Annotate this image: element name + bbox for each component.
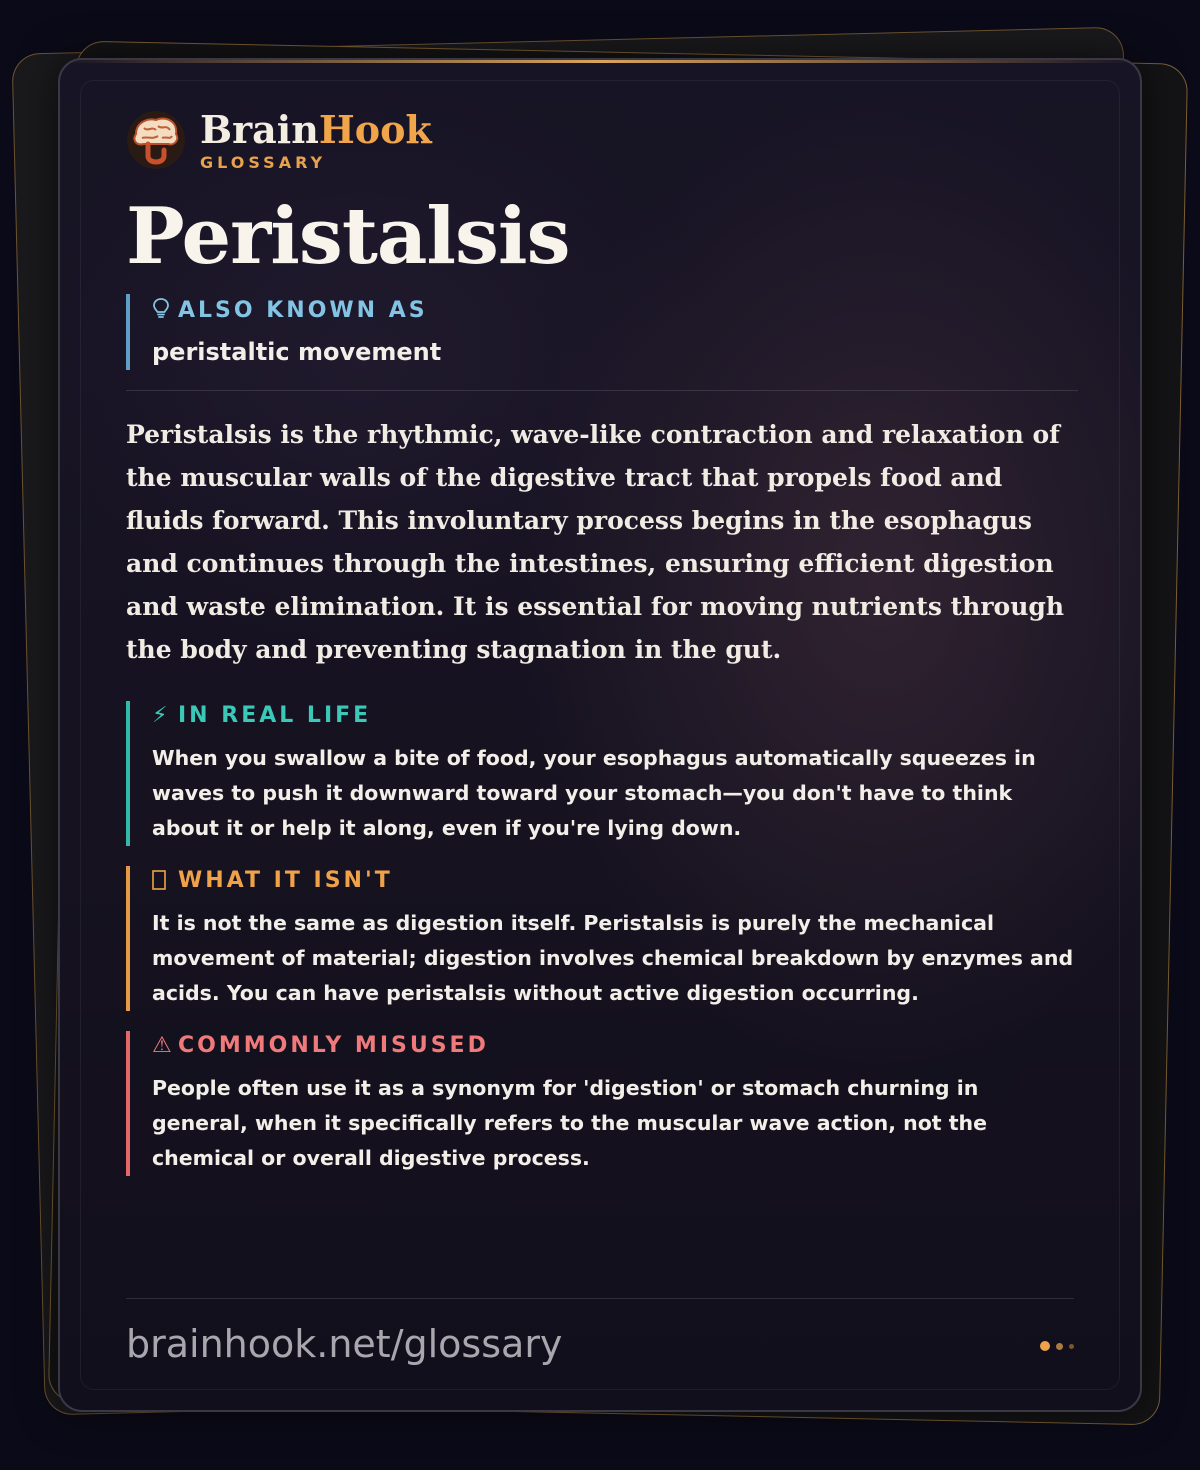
commonly-misused-section <box>126 1031 1078 1176</box>
what-it-isnt-label: WHAT IT ISN'T <box>178 868 393 893</box>
brand-name <box>200 106 432 152</box>
dot <box>1069 1344 1074 1349</box>
commonly-misused-text: People often use it as a synonym for 'digestion' or stomach churning in general, when it specifically refers to the muscular wave action, not the chemical or overall digestive process. <box>152 1076 988 1170</box>
in-real-life-label: IN REAL LIFE <box>178 703 372 728</box>
brand-header <box>126 104 1078 176</box>
also-known-as-label: ALSO KNOWN AS <box>178 298 428 323</box>
lightning-icon: ⚡ <box>152 703 168 728</box>
card-content <box>126 104 1078 1176</box>
brand-subtitle: GLOSSARY <box>200 152 327 172</box>
lightbulb-icon <box>152 296 178 326</box>
in-real-life-section <box>126 701 1078 846</box>
what-it-isnt-section <box>126 866 1078 1011</box>
footer-url[interactable]: brainhook.net/glossary <box>126 1322 563 1366</box>
term-title: Peristalsis <box>126 191 570 282</box>
also-known-as-heading <box>152 294 1078 326</box>
in-real-life-text: When you swallow a bite of food, your esophagus automatically squeezes in waves to push it downward toward your stomach—you don't have to think about it or help it along, even if you're lying down. <box>152 746 1036 840</box>
commonly-misused-label: COMMONLY MISUSED <box>178 1033 489 1058</box>
also-known-as-block <box>126 294 1078 370</box>
brain-hook-icon <box>126 110 186 170</box>
dot-active <box>1040 1341 1050 1351</box>
brand-name-part2: Hook <box>318 106 432 152</box>
what-it-isnt-heading <box>152 866 1078 896</box>
in-real-life-heading <box>152 701 1078 731</box>
what-it-isnt-text: It is not the same as digestion itself. Peristalsis is purely the mechanical movement of material; digestion involves chemical breakdown by enzymes and acids. You can have peristalsis without active digestion occurring. <box>152 911 1074 1005</box>
missing-glyph-icon <box>152 866 178 896</box>
pagination-dots <box>1034 1341 1074 1351</box>
card-footer <box>126 1298 1074 1389</box>
divider <box>126 390 1078 391</box>
definition-text: Peristalsis is the rhythmic, wave-like contraction and relaxation of the muscular walls of the digestive tract that propels food and fluids forward. This involuntary process begins in the esophagus and continues through the intestines, ensuring efficient digestion and waste elimination. It is essential for moving nutrients through the body and preventing stagnation in the gut. <box>126 420 1065 664</box>
warning-icon: ⚠ <box>152 1033 172 1058</box>
also-known-as-value: peristaltic movement <box>152 338 442 366</box>
glossary-card <box>58 58 1142 1412</box>
commonly-misused-heading <box>152 1031 1078 1061</box>
dot <box>1056 1343 1063 1350</box>
brand-name-part1: Brain <box>200 106 319 152</box>
